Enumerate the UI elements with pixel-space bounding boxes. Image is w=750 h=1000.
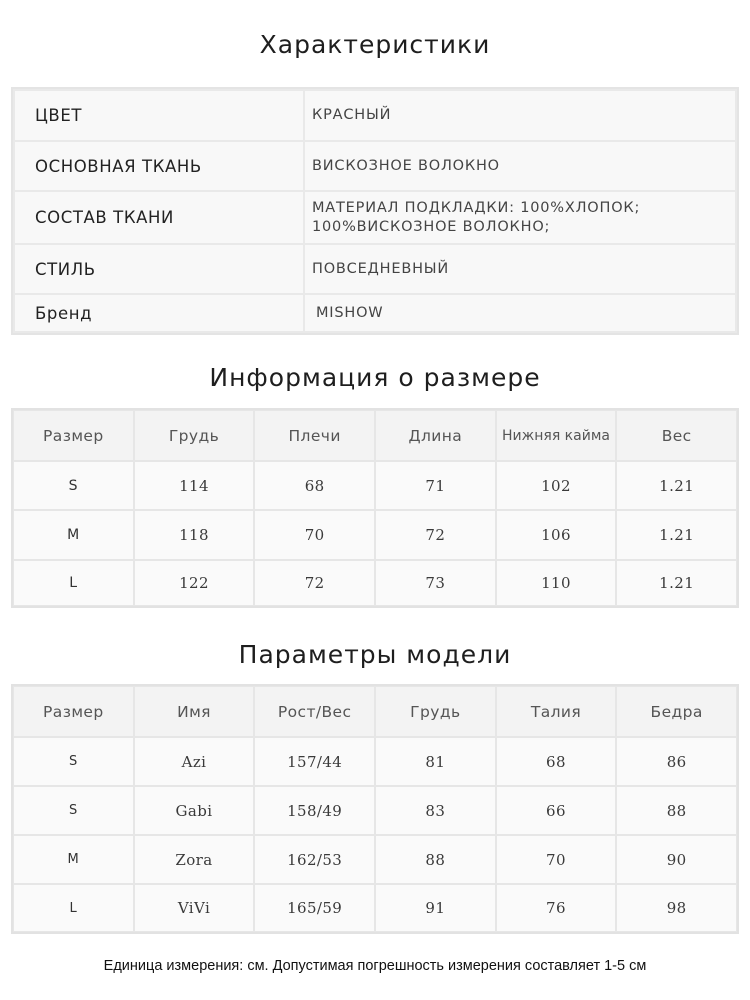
model-header-cell: Размер (14, 687, 133, 736)
model-cell: 68 (497, 738, 616, 785)
model-cell: 90 (617, 836, 736, 883)
size-header-cell: Длина (376, 411, 495, 460)
size-cell: S (14, 462, 133, 509)
model-cell: 165/59 (255, 885, 374, 931)
size-info-title: Информация о размере (209, 363, 541, 392)
model-cell: ViVi (135, 885, 254, 931)
spec-key-color: ЦВЕТ (15, 91, 303, 140)
size-cell: 114 (135, 462, 254, 509)
size-header-cell: Грудь (135, 411, 254, 460)
size-header-cell: Размер (14, 411, 133, 460)
size-cell: 102 (497, 462, 616, 509)
model-cell: Zora (135, 836, 254, 883)
size-header-cell: Вес (617, 411, 736, 460)
spec-key-composition: СОСТАВ ТКАНИ (15, 192, 303, 243)
size-cell: 72 (255, 561, 374, 605)
model-cell: Azi (135, 738, 254, 785)
size-cell: 71 (376, 462, 495, 509)
model-cell: M (14, 836, 133, 883)
size-cell: 122 (135, 561, 254, 605)
size-header-cell: Плечи (255, 411, 374, 460)
model-header-cell: Бедра (617, 687, 736, 736)
model-cell: 88 (617, 787, 736, 834)
characteristics-table (11, 87, 739, 335)
size-table (11, 408, 739, 608)
measurement-footnote: Единица измерения: см. Допустимая погрешность измерения составляет 1-5 см (103, 958, 647, 974)
model-cell: 86 (617, 738, 736, 785)
model-header-cell: Талия (497, 687, 616, 736)
model-header-cell: Грудь (376, 687, 495, 736)
spec-key-main-fabric: ОСНОВНАЯ ТКАНЬ (15, 142, 303, 190)
size-cell: 72 (376, 511, 495, 559)
model-cell: 70 (497, 836, 616, 883)
model-cell: 88 (376, 836, 495, 883)
size-cell: 68 (255, 462, 374, 509)
spec-value-color: КРАСНЫЙ (305, 91, 735, 140)
model-cell: 158/49 (255, 787, 374, 834)
size-header-cell: Нижняя кайма (497, 411, 616, 460)
model-cell: 157/44 (255, 738, 374, 785)
characteristics-title: Характеристики (259, 30, 491, 59)
spec-value-composition: МАТЕРИАЛ ПОДКЛАДКИ: 100%ХЛОПОК; 100%ВИСКОЗНОЕ ВОЛОКНО; (305, 192, 735, 243)
spec-key-style: СТИЛЬ (15, 245, 303, 293)
model-header-cell: Рост/Вес (255, 687, 374, 736)
size-cell: 118 (135, 511, 254, 559)
size-cell: 73 (376, 561, 495, 605)
size-cell: 1.21 (617, 462, 736, 509)
model-cell: 91 (376, 885, 495, 931)
size-cell: 1.21 (617, 561, 736, 605)
spec-key-brand: Бренд (15, 295, 303, 331)
model-cell: S (14, 787, 133, 834)
model-cell: 162/53 (255, 836, 374, 883)
model-table (11, 684, 739, 934)
model-cell: 66 (497, 787, 616, 834)
model-cell: 81 (376, 738, 495, 785)
spec-value-brand: MISHOW (305, 295, 735, 331)
size-cell: M (14, 511, 133, 559)
size-cell: L (14, 561, 133, 605)
model-cell: L (14, 885, 133, 931)
model-cell: 98 (617, 885, 736, 931)
model-cell: Gabi (135, 787, 254, 834)
size-cell: 110 (497, 561, 616, 605)
model-cell: 76 (497, 885, 616, 931)
spec-value-main-fabric: ВИСКОЗНОЕ ВОЛОКНО (305, 142, 735, 190)
size-cell: 70 (255, 511, 374, 559)
size-cell: 1.21 (617, 511, 736, 559)
model-cell: S (14, 738, 133, 785)
model-header-cell: Имя (135, 687, 254, 736)
size-cell: 106 (497, 511, 616, 559)
spec-value-style: ПОВСЕДНЕВНЫЙ (305, 245, 735, 293)
model-cell: 83 (376, 787, 495, 834)
model-params-title: Параметры модели (238, 640, 512, 669)
